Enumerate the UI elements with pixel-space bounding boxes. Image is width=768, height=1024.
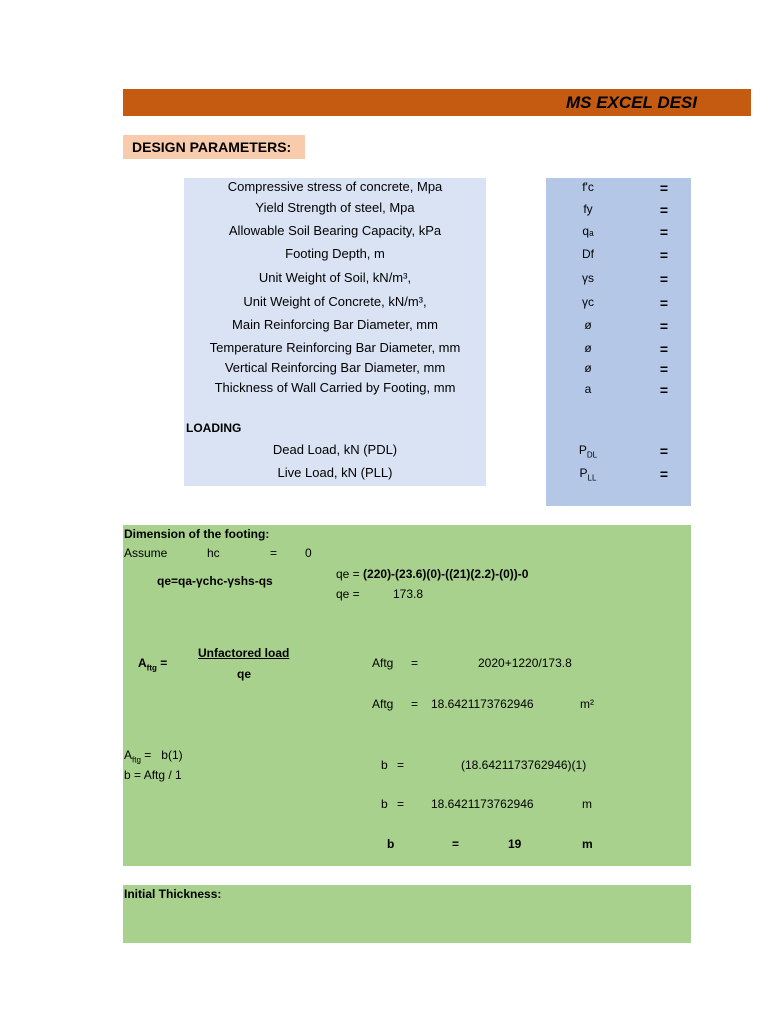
hc-label: hc	[207, 546, 220, 560]
b-result-unit: m	[582, 797, 592, 811]
b-result-label: b	[381, 797, 388, 811]
page-title: MS EXCEL DESI	[566, 93, 697, 112]
footing-dimension-panel	[123, 525, 691, 866]
qe-label: qe =	[336, 587, 360, 601]
aftg-calc-label: Aftg	[372, 656, 394, 670]
area-formula-numerator: Unfactored load	[198, 646, 290, 660]
b-calc-label: b	[381, 758, 388, 772]
equals-sign: =	[659, 202, 669, 218]
symbols-panel	[546, 178, 691, 506]
param-label: Compressive stress of concrete, Mpa	[227, 179, 443, 194]
initial-thickness-panel	[123, 885, 691, 943]
param-symbol: ø	[584, 341, 592, 355]
qe-result: 173.8	[393, 587, 424, 601]
param-label: Allowable Soil Bearing Capacity, kPa	[228, 223, 442, 238]
parameters-panel	[184, 178, 486, 486]
aftg-result-equals: =	[411, 697, 419, 711]
param-label: Main Reinforcing Bar Diameter, mm	[232, 317, 438, 332]
param-symbol: f'c	[582, 180, 594, 194]
b-final-unit: m	[582, 837, 593, 851]
design-parameters-header: DESIGN PARAMETERS:	[123, 135, 305, 159]
equals-sign: =	[659, 295, 669, 311]
dead-load-label: Dead Load, kN (PDL)	[272, 442, 398, 457]
b-final-value: 19	[508, 837, 522, 851]
param-label: Unit Weight of Concrete, kN/m³,	[243, 294, 427, 309]
live-load-symbol: $P_{LL}$	[579, 466, 597, 483]
area-formula-denominator: qe	[237, 667, 252, 681]
equals-sign: =	[659, 341, 669, 357]
equals-sign: =	[659, 271, 669, 287]
section-header: Dimension of the footing:	[124, 527, 270, 541]
section-header: Initial Thickness:	[124, 887, 222, 901]
param-symbol: fy	[583, 202, 593, 216]
area-formula-lhs: $A_{ftg}$ =	[138, 656, 168, 673]
hc-equals: =	[270, 546, 278, 560]
param-label: Footing Depth, m	[285, 246, 385, 261]
live-load-label: Live Load, kN (PLL)	[277, 465, 393, 480]
param-label: Thickness of Wall Carried by Footing, mm	[214, 380, 456, 395]
param-symbol: γs	[582, 271, 594, 285]
aftg-calc-value: 2020+1220/173.8	[478, 656, 572, 670]
param-label: Yield Strength of steel, Mpa	[255, 200, 415, 215]
equals-sign: =	[659, 318, 669, 334]
loading-header: LOADING	[186, 421, 242, 435]
hc-value: 0	[305, 546, 312, 560]
equals-sign: =	[659, 247, 669, 263]
param-symbol: γc	[582, 295, 594, 309]
aftg-result-unit: m²	[580, 697, 594, 711]
b-final-equals: =	[452, 837, 460, 851]
dead-load-symbol: $P_{DL}$	[578, 443, 598, 460]
param-label: Unit Weight of Soil, kN/m³,	[258, 270, 412, 285]
param-label: Temperature Reinforcing Bar Diameter, mm	[209, 340, 461, 355]
equals-sign: =	[659, 180, 669, 196]
qe-substitution: qe = (220)-(23.6)(0)-((21)(2.2)-(0))-0	[336, 567, 529, 581]
param-symbol: Df	[582, 247, 594, 261]
param-symbol: a	[584, 382, 592, 396]
param-symbol: ø	[584, 318, 592, 332]
b-relation: b = Aftg / 1	[124, 768, 182, 782]
b-calc-value: (18.6421173762946)(1)	[461, 758, 587, 772]
param-symbol: ø	[584, 361, 592, 375]
equals-sign: =	[659, 466, 669, 482]
aftg-calc-equals: =	[411, 656, 419, 670]
param-symbol: qₐ	[582, 224, 594, 238]
assume-label: Assume	[124, 546, 168, 560]
aftg-result-value: 18.6421173762946	[431, 697, 534, 711]
b-final-label: b	[387, 837, 395, 851]
aftg-result-label: Aftg	[372, 697, 394, 711]
b-calc-equals: =	[397, 758, 405, 772]
b-result-value: 18.6421173762946	[431, 797, 534, 811]
area-relation: $A_{ftg} = b(1)$	[124, 748, 183, 765]
equals-sign: =	[659, 224, 669, 240]
equals-sign: =	[659, 361, 669, 377]
b-result-equals: =	[397, 797, 405, 811]
equals-sign: =	[659, 382, 669, 398]
title-bar	[123, 89, 751, 116]
qe-formula: qe=qa-γchc-γshs-qs	[157, 574, 273, 588]
param-label: Vertical Reinforcing Bar Diameter, mm	[224, 360, 446, 375]
equals-sign: =	[659, 443, 669, 459]
